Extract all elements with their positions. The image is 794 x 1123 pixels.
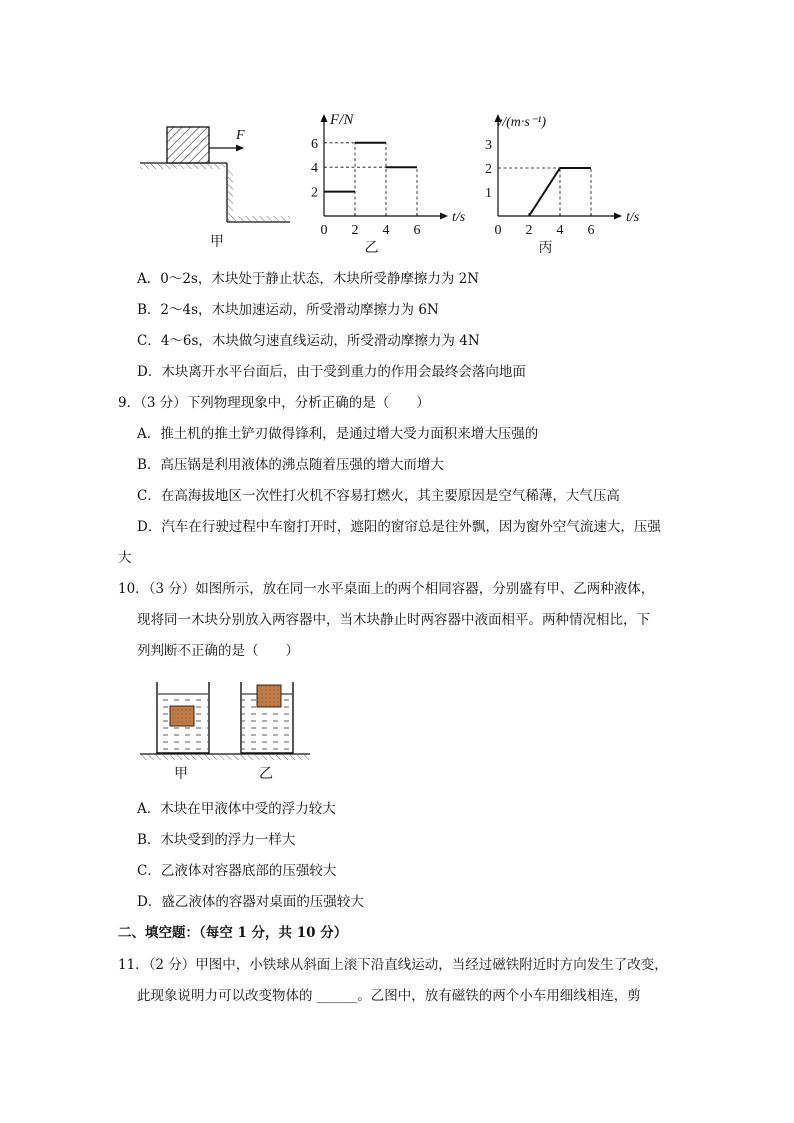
wooden-block-jia: [170, 706, 194, 726]
q9-option-c: C．在高海拔地区一次性打火机不容易打燃火，其主要原因是空气稀薄，大气压高: [137, 488, 620, 504]
q10-option-a: A．木块在甲液体中受的浮力较大: [137, 801, 336, 817]
caption-q10-yi: 乙: [259, 767, 273, 782]
x-tick-label: 0: [494, 223, 502, 238]
caption-q10-jia: 甲: [174, 767, 188, 782]
q8-option-d: D．木块离开水平台面后，由于受到重力的作用会最终会落向地面: [137, 364, 526, 380]
x-tick-label: 2: [525, 223, 533, 238]
chart-force-time: [305, 108, 475, 256]
force-arrowhead: [236, 145, 244, 152]
q10-stem-line2: 现将同一木块分别放入两容器中，当木块静止时两容器中液面相平。两种情况相比，下: [137, 612, 650, 628]
wooden-block: [167, 127, 209, 163]
figure-containers: [140, 676, 315, 784]
q8-option-c: C．4～6s，木块做匀速直线运动，所受滑动摩擦力为 4N: [137, 333, 480, 349]
y-axis-label: F/N: [330, 112, 354, 128]
x-tick-label: 4: [382, 223, 390, 238]
q9-option-d-cont: 大: [118, 550, 132, 566]
q11-line2: 此现象说明力可以改变物体的 ______。乙图中，放有磁铁的两个小车用细线相连，剪: [137, 988, 641, 1004]
section-2-title: 二、填空题：（每空 1 分，共 10 分）: [118, 925, 348, 941]
q9-option-d: D．汽车在行驶过程中车窗打开时，遮阳的窗帘总是往外飘，因为窗外空气流速大，压强: [137, 519, 661, 535]
x-tick-label: 4: [556, 223, 564, 238]
q8-option-b: B．2～4s，木块加速运动，所受滑动摩擦力为 6N: [137, 302, 439, 318]
q10-option-d: D．盛乙液体的容器对桌面的压强较大: [137, 894, 364, 910]
y-tick-label: 2: [485, 162, 492, 177]
y-axis-label: v/(m·s⁻¹): [496, 115, 547, 130]
chart-velocity-time: [475, 108, 640, 256]
q10-stem-line3: 列判断不正确的是（ ）: [137, 643, 299, 659]
caption-yi: 乙: [364, 241, 379, 256]
x-tick-label: 2: [351, 223, 359, 238]
wooden-block-yi: [257, 685, 281, 707]
q8-option-a: A．0～2s，木块处于静止状态，木块所受静摩擦力为 2N: [137, 271, 480, 287]
q9-option-b: B．高压锅是利用液体的沸点随着压强的增大而增大: [137, 457, 444, 473]
y-tick-label: 1: [485, 186, 492, 201]
x-axis-label: t/s: [452, 210, 466, 225]
caption-jia: 甲: [210, 235, 224, 250]
x-axis-label: t/s: [626, 210, 640, 225]
q10-option-c: C．乙液体对容器底部的压强较大: [137, 863, 337, 879]
figure-jia: [140, 118, 300, 253]
y-axis-arrow: [321, 114, 328, 122]
q10-option-b: B．木块受到的浮力一样大: [137, 832, 296, 848]
x-axis-arrow: [440, 213, 448, 220]
container-jia: [157, 682, 209, 753]
q11-line1: 11．（2 分）甲图中，小铁球从斜面上滚下沿直线运动，当经过磁铁附近时方向发生了改变，: [118, 957, 668, 973]
caption-bing: 丙: [538, 241, 553, 256]
y-tick-label: 2: [311, 185, 318, 201]
y-tick-label: 6: [311, 136, 318, 152]
x-tick-label: 6: [587, 223, 595, 238]
container-yi: [241, 682, 293, 753]
q9-stem: 9．（3 分）下列物理现象中，分析正确的是（ ）: [118, 395, 430, 411]
y-tick-label: 4: [311, 161, 318, 177]
x-tick-label: 6: [413, 223, 421, 238]
y-tick-label: 3: [485, 138, 492, 153]
q10-stem-line1: 10．（3 分）如图所示，放在同一水平桌面上的两个相同容器，分别盛有甲、乙两种液体，: [118, 581, 655, 597]
x-axis-arrow: [614, 213, 622, 220]
x-tick-label: 0: [320, 223, 328, 238]
force-label: F: [236, 128, 245, 143]
q9-option-a: A．推土机的推土铲刃做得锋利，是通过增大受力面积来增大压强的: [137, 426, 539, 442]
